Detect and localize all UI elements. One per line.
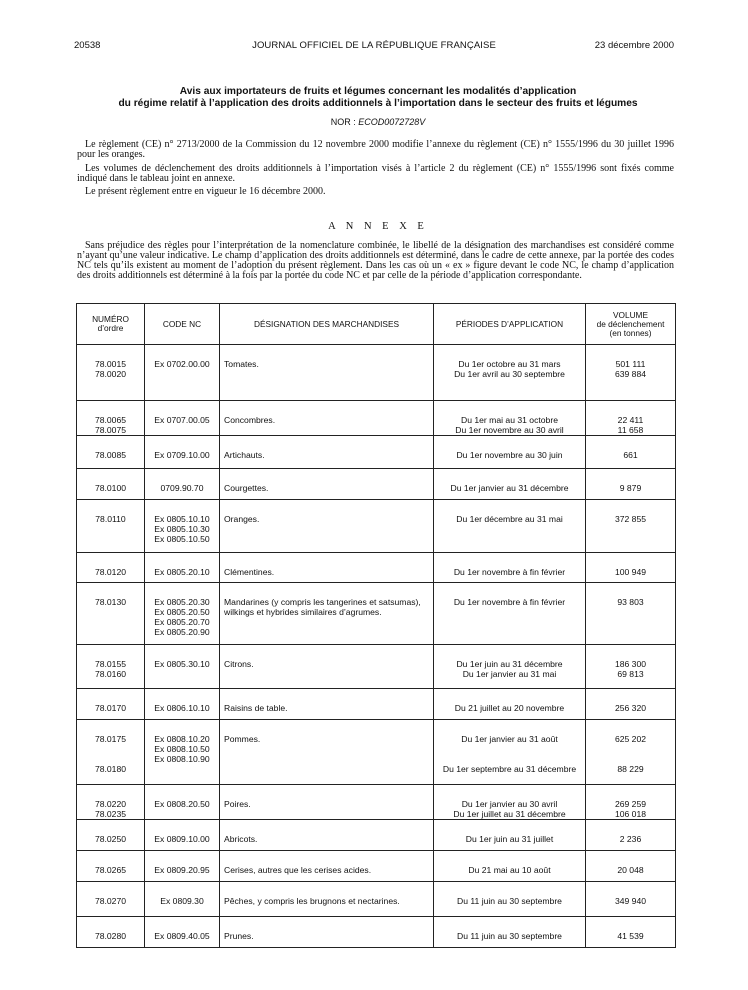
cell-volume: 186 300 69 813 bbox=[586, 645, 676, 689]
cell-designation: Poires. bbox=[220, 785, 434, 820]
cell-designation: Abricots. bbox=[220, 820, 434, 851]
cell-code-nc: Ex 0808.10.20 Ex 0808.10.50 Ex 0808.10.90 bbox=[145, 720, 220, 785]
table-row bbox=[77, 851, 676, 882]
cell-volume: 625 202 88 229 bbox=[586, 720, 676, 785]
cell-numero: 78.0085 bbox=[77, 436, 145, 469]
cell-numero: 78.0220 78.0235 bbox=[77, 785, 145, 820]
paragraph-1: Le règlement (CE) n° 2713/2000 de la Commission du 12 novembre 2000 modifie l’annexe du règlement (CE) n° 1555/1996 du 30 juillet 1996 pour les oranges. bbox=[77, 139, 674, 160]
cell-volume: 41 539 bbox=[586, 917, 676, 948]
cell-designation: Mandarines (y compris les tangerines et satsumas), wilkings et hybrides similaires d’agrumes. bbox=[220, 583, 434, 645]
cell-designation: Clémentines. bbox=[220, 553, 434, 583]
col-code-nc: CODE NC bbox=[145, 304, 220, 345]
cell-designation: Pommes. bbox=[220, 720, 434, 785]
journal-title: JOURNAL OFFICIEL DE LA RÉPUBLIQUE FRANÇAISE bbox=[252, 40, 496, 51]
cell-periodes: Du 1er juin au 31 juillet bbox=[434, 820, 586, 851]
cell-code-nc: Ex 0702.00.00 bbox=[145, 345, 220, 401]
cell-periodes: Du 21 mai au 10 août bbox=[434, 851, 586, 882]
table-header-row bbox=[77, 304, 676, 345]
cell-code-nc: Ex 0808.20.50 bbox=[145, 785, 220, 820]
cell-periodes: Du 1er novembre à fin février bbox=[434, 583, 586, 645]
table-row bbox=[77, 553, 676, 583]
cell-volume: 256 320 bbox=[586, 689, 676, 720]
cell-numero: 78.0270 bbox=[77, 882, 145, 917]
cell-designation: Raisins de table. bbox=[220, 689, 434, 720]
cell-code-nc: Ex 0805.30.10 bbox=[145, 645, 220, 689]
cell-designation: Prunes. bbox=[220, 917, 434, 948]
cell-numero: 78.0155 78.0160 bbox=[77, 645, 145, 689]
cell-code-nc: Ex 0806.10.10 bbox=[145, 689, 220, 720]
table-row bbox=[77, 500, 676, 553]
cell-designation: Cerises, autres que les cerises acides. bbox=[220, 851, 434, 882]
cell-volume: 349 940 bbox=[586, 882, 676, 917]
cell-periodes: Du 1er novembre au 30 juin bbox=[434, 436, 586, 469]
cell-code-nc: Ex 0809.40.05 bbox=[145, 917, 220, 948]
table-row bbox=[77, 917, 676, 948]
paragraph-2: Les volumes de déclenchement des droits additionnels à l’importation visés à l’article 2 du règlement (CE) n° 1555/1996 sont fixés comme indiqué dans le tableau joint en annexe. bbox=[77, 163, 674, 184]
col-designation: DÉSIGNATION DES MARCHANDISES bbox=[220, 304, 434, 345]
notice-title-line1: Avis aux importateurs de fruits et légumes concernant les modalités d’application bbox=[179, 86, 577, 97]
cell-periodes: Du 1er janvier au 31 décembre bbox=[434, 469, 586, 500]
nor-reference bbox=[80, 117, 676, 127]
cell-volume: 501 111 639 884 bbox=[586, 345, 676, 401]
cell-volume: 661 bbox=[586, 436, 676, 469]
cell-volume: 269 259 106 018 bbox=[586, 785, 676, 820]
table-row bbox=[77, 345, 676, 401]
notice-title bbox=[80, 86, 676, 110]
cell-periodes: Du 1er décembre au 31 mai bbox=[434, 500, 586, 553]
cell-volume: 9 879 bbox=[586, 469, 676, 500]
col-volume: VOLUME de déclenchement (en tonnes) bbox=[586, 304, 676, 345]
cell-numero: 78.0280 bbox=[77, 917, 145, 948]
cell-code-nc: Ex 0809.20.95 bbox=[145, 851, 220, 882]
cell-designation: Concombres. bbox=[220, 401, 434, 436]
cell-designation: Artichauts. bbox=[220, 436, 434, 469]
cell-code-nc: Ex 0809.10.00 bbox=[145, 820, 220, 851]
annexe-text: Sans préjudice des règles pour l’interprétation de la nomenclature combinée, le libellé de la désignation des marchandises est considéré comme n’ayant qu’une valeur indicative. Le champ d’application des droits additionnels est déterminé, dans le cadre de cette annexe, par la portée des codes NC tels qu’ils existent au moment de l’adoption du présent règlement. Dans les cas où un « ex » figure devant le code NC, le champ d’application des droits additionnels est déterminé à la fois par la portée du code NC et par celle de la période d’application correspondante. bbox=[77, 240, 674, 281]
table-row bbox=[77, 645, 676, 689]
cell-volume: 372 855 bbox=[586, 500, 676, 553]
cell-code-nc: Ex 0805.20.10 bbox=[145, 553, 220, 583]
cell-volume: 93 803 bbox=[586, 583, 676, 645]
cell-designation: Citrons. bbox=[220, 645, 434, 689]
cell-designation: Pêches, y compris les brugnons et nectarines. bbox=[220, 882, 434, 917]
cell-periodes: Du 1er novembre à fin février bbox=[434, 553, 586, 583]
table-row bbox=[77, 401, 676, 436]
cell-numero: 78.0110 bbox=[77, 500, 145, 553]
cell-designation: Courgettes. bbox=[220, 469, 434, 500]
cell-volume: 100 949 bbox=[586, 553, 676, 583]
cell-periodes: Du 1er janvier au 30 avril Du 1er juillet au 31 décembre bbox=[434, 785, 586, 820]
nor-code: ECOD0072728V bbox=[358, 117, 426, 127]
table-row bbox=[77, 820, 676, 851]
cell-periodes: Du 1er janvier au 31 août Du 1er septembre au 31 décembre bbox=[434, 720, 586, 785]
col-numero: NUMÉRO d’ordre bbox=[77, 304, 145, 345]
cell-numero: 78.0130 bbox=[77, 583, 145, 645]
cell-periodes: Du 11 juin au 30 septembre bbox=[434, 917, 586, 948]
cell-code-nc: Ex 0809.30 bbox=[145, 882, 220, 917]
cell-periodes: Du 11 juin au 30 septembre bbox=[434, 882, 586, 917]
cell-designation: Oranges. bbox=[220, 500, 434, 553]
cell-periodes: Du 21 juillet au 20 novembre bbox=[434, 689, 586, 720]
table-body bbox=[77, 345, 676, 948]
paragraph-3: Le présent règlement entre en vigueur le 16 décembre 2000. bbox=[85, 186, 326, 197]
table-row bbox=[77, 583, 676, 645]
running-header bbox=[74, 40, 674, 54]
cell-numero: 78.0015 78.0020 bbox=[77, 345, 145, 401]
cell-numero: 78.0175 78.0180 bbox=[77, 720, 145, 785]
page-number: 20538 bbox=[74, 40, 101, 51]
col-periodes: PÉRIODES D’APPLICATION bbox=[434, 304, 586, 345]
table-row bbox=[77, 436, 676, 469]
cell-numero: 78.0250 bbox=[77, 820, 145, 851]
cell-volume: 20 048 bbox=[586, 851, 676, 882]
cell-designation: Tomates. bbox=[220, 345, 434, 401]
cell-code-nc: Ex 0709.10.00 bbox=[145, 436, 220, 469]
cell-numero: 78.0120 bbox=[77, 553, 145, 583]
cell-code-nc: Ex 0805.10.10 Ex 0805.10.30 Ex 0805.10.50 bbox=[145, 500, 220, 553]
nor-label: NOR : bbox=[330, 117, 356, 127]
cell-periodes: Du 1er juin au 31 décembre Du 1er janvier au 31 mai bbox=[434, 645, 586, 689]
cell-numero: 78.0170 bbox=[77, 689, 145, 720]
cell-volume: 2 236 bbox=[586, 820, 676, 851]
issue-date: 23 décembre 2000 bbox=[594, 40, 674, 51]
table-row bbox=[77, 785, 676, 820]
cell-numero: 78.0100 bbox=[77, 469, 145, 500]
cell-numero: 78.0265 bbox=[77, 851, 145, 882]
table-row bbox=[77, 720, 676, 785]
cell-volume: 22 411 11 658 bbox=[586, 401, 676, 436]
cell-code-nc: Ex 0707.00.05 bbox=[145, 401, 220, 436]
table-row bbox=[77, 689, 676, 720]
cell-periodes: Du 1er octobre au 31 mars Du 1er avril au 30 septembre bbox=[434, 345, 586, 401]
notice-title-line2: du régime relatif à l’application des droits additionnels à l’importation dans le secteur des fruits et légumes bbox=[118, 98, 638, 109]
cell-code-nc: Ex 0805.20.30 Ex 0805.20.50 Ex 0805.20.70 Ex 0805.20.90 bbox=[145, 583, 220, 645]
cell-numero: 78.0065 78.0075 bbox=[77, 401, 145, 436]
table-row bbox=[77, 469, 676, 500]
annexe-heading: A N N E X E bbox=[328, 221, 428, 232]
volumes-table bbox=[76, 303, 676, 948]
table-row bbox=[77, 882, 676, 917]
cell-periodes: Du 1er mai au 31 octobre Du 1er novembre au 30 avril bbox=[434, 401, 586, 436]
cell-code-nc: 0709.90.70 bbox=[145, 469, 220, 500]
